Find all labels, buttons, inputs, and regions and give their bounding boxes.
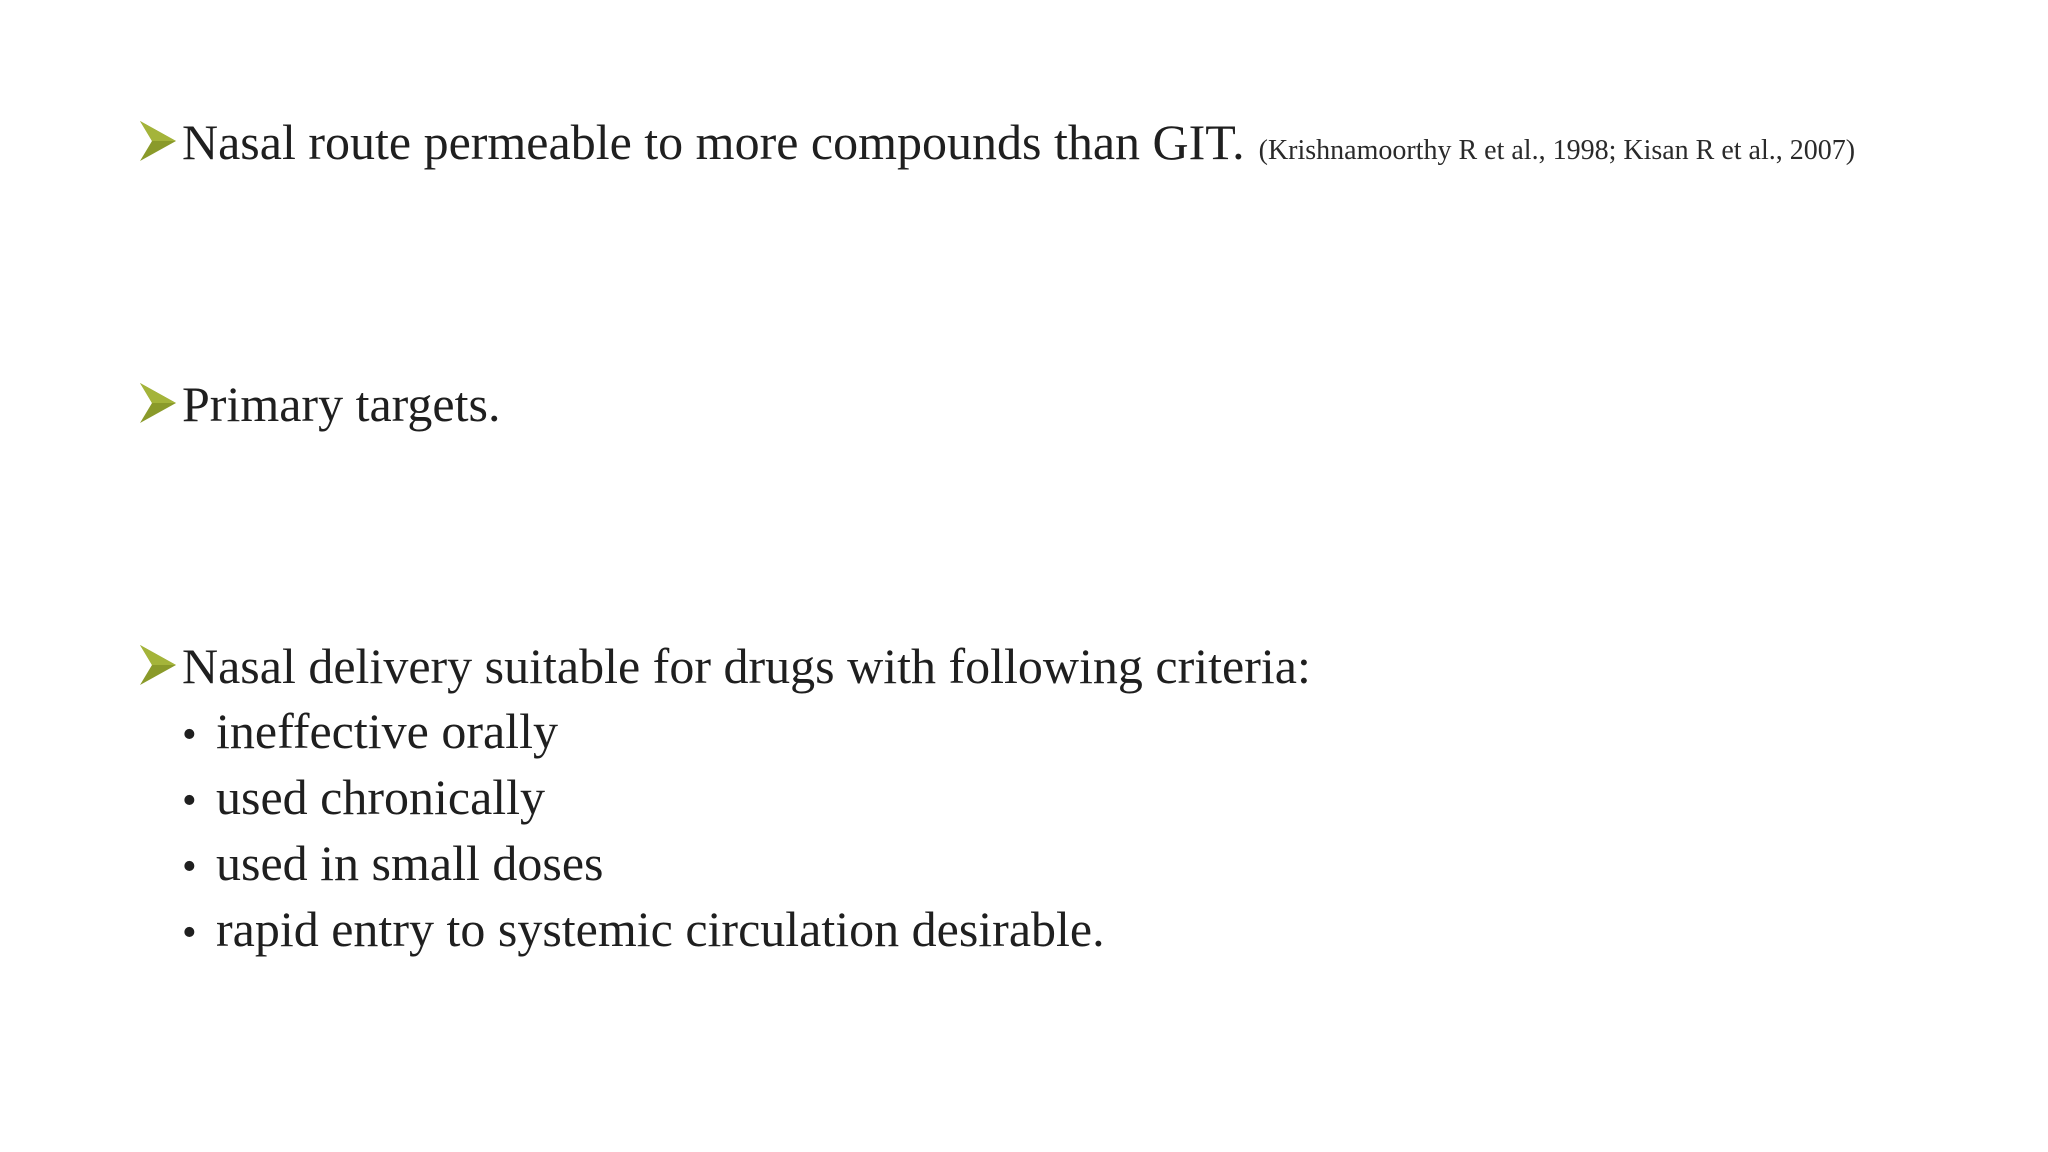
- sub-bullet-dot: •: [182, 910, 197, 956]
- sub-bullet-dot: •: [182, 778, 197, 824]
- arrowhead-bullet-icon: [138, 119, 178, 163]
- list-item: [182, 766, 1105, 832]
- citation: (Krishnamoorthy R et al., 1998; Kisan R et al., 2007): [1258, 135, 1856, 166]
- bullet-primary-targets: [138, 374, 500, 434]
- arrowhead-bullet-icon: [138, 643, 178, 687]
- criteria-list: [182, 700, 1105, 964]
- sub-bullet-dot: •: [182, 844, 197, 890]
- list-item-text: rapid entry to systemic circulation desirable.: [216, 901, 1105, 957]
- list-item: [182, 700, 1105, 766]
- list-item: [182, 832, 1105, 898]
- list-item: [182, 898, 1105, 964]
- bullet-permeability: [138, 112, 1855, 172]
- bullet-text: Primary targets.: [182, 376, 501, 432]
- list-item-text: used chronically: [216, 769, 546, 825]
- sub-bullet-dot: •: [182, 712, 197, 758]
- list-item-text: used in small doses: [216, 835, 604, 891]
- arrowhead-bullet-icon: [138, 381, 178, 425]
- bullet-text: Nasal delivery suitable for drugs with following criteria:: [182, 638, 1311, 694]
- bullet-delivery-criteria: [138, 636, 1311, 696]
- list-item-text: ineffective orally: [216, 703, 558, 759]
- bullet-text: Nasal route permeable to more compounds than GIT.: [182, 114, 1245, 170]
